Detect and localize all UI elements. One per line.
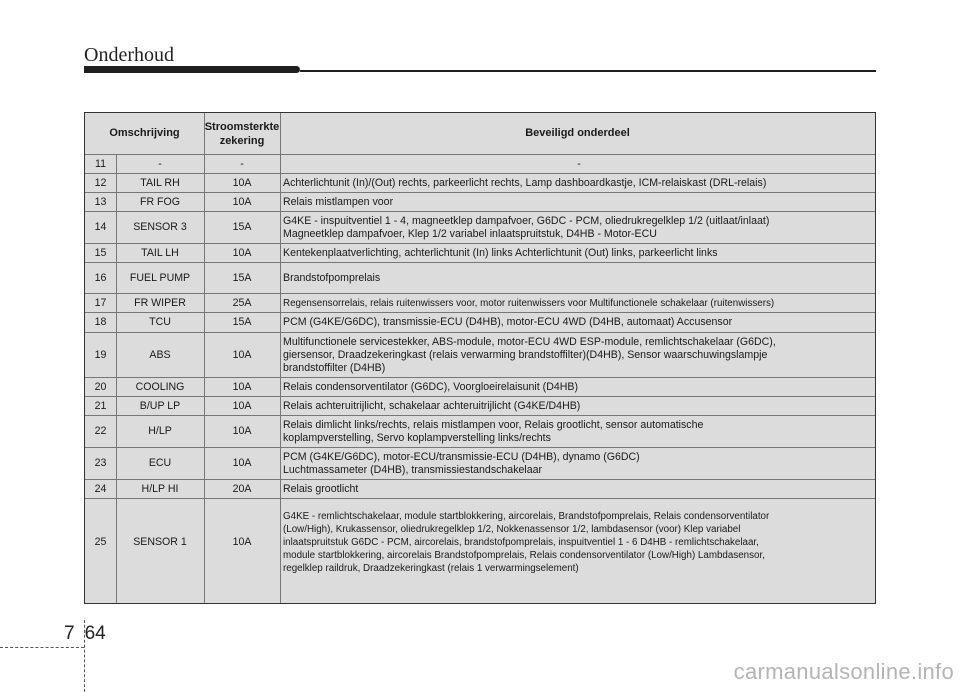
fuse-description: FR FOG: [139, 195, 181, 208]
protected-component-line: Brandstofpomprelais: [283, 271, 381, 284]
fuse-amperage: 10A: [232, 380, 252, 393]
fuse-number: 18: [94, 316, 107, 328]
protected-component: [280, 499, 875, 585]
column-header-protected-component: Beveiligd onderdeel: [525, 127, 630, 139]
protected-component: [280, 397, 875, 415]
fuse-amperage: 10A: [232, 457, 252, 469]
page-number: [64, 623, 106, 645]
protected-component-line: Relais condensorventilator (G6DC), Voorgloeirelaisunit (D4HB): [283, 380, 578, 393]
fuse-number: 13: [94, 195, 107, 208]
protected-component-line: Relais grootlicht: [283, 482, 359, 495]
fuse-description: FR WIPER: [134, 296, 186, 309]
fuse-number: 20: [94, 380, 107, 393]
protected-component: [280, 416, 875, 447]
fuse-number: 16: [94, 271, 107, 284]
protected-component: [280, 313, 875, 332]
fuse-description: TAIL RH: [140, 176, 180, 189]
chapter-number: 7: [64, 623, 75, 644]
fuse-description: ECU: [148, 457, 172, 469]
fuse-number: 12: [94, 176, 107, 189]
watermark-text: carmanualsonline.info: [733, 659, 954, 684]
header-thin-rule: [300, 70, 876, 72]
protected-component-line: Magneetklep dampafvoer, Klep 1/2 variabel inlaatspruitstuk, D4HB - Motor-ECU: [283, 227, 657, 240]
fuse-description: H/LP HI: [141, 482, 179, 495]
fuse-number: 17: [94, 296, 107, 309]
column-header-amperage: Stroomsterkte zekering: [204, 120, 280, 147]
protected-component-line: Multifunctionele servicestekker, ABS-module, motor-ECU 4WD ESP-module, remlichtschakelaar (G6DC),: [283, 335, 776, 348]
protected-component: [280, 448, 875, 479]
page-index: 64: [84, 623, 106, 644]
footer-hline: [0, 647, 84, 648]
protected-component: [280, 294, 875, 312]
protected-component: [280, 263, 875, 293]
fuse-description: TCU: [149, 316, 171, 328]
fuse-amperage: 10A: [232, 176, 252, 189]
column-header-description: Omschrijving: [109, 127, 180, 139]
fuse-description: -: [158, 157, 162, 170]
fuse-description: ABS: [149, 348, 171, 361]
protected-component-line: (Low/High), Krukassensor, oliedrukregelklep 1/2, Nokkenassensor 1/2, lambdasensor (voor) Klep variabel: [283, 523, 741, 535]
protected-component: [280, 212, 875, 243]
fuse-number: 24: [94, 482, 107, 495]
protected-component-line: G4KE - inspuitventiel 1 - 4, magneetklep dampafvoer, G6DC - PCM, oliedrukregelklep 1/2 (uitlaat/inlaat): [283, 214, 770, 227]
column-divider: [280, 113, 281, 603]
fuse-number: 15: [94, 246, 107, 259]
fuse-number: 22: [94, 425, 107, 437]
fuse-description: H/LP: [148, 425, 172, 437]
protected-component-line: G4KE - remlichtschakelaar, module startblokkering, aircorelais, Brandstofpomprelais, Relais condensorventilator: [283, 510, 770, 522]
protected-component-line: Luchtmassameter (D4HB), transmissiestandschakelaar: [283, 463, 543, 476]
protected-component: [280, 378, 875, 396]
fuse-description: TAIL LH: [141, 246, 179, 259]
fuse-number: 23: [94, 457, 107, 469]
protected-component: [280, 174, 875, 192]
fuse-description: B/UP LP: [139, 399, 181, 412]
protected-component-line: koplampverstelling, Servo koplampverstelling links/rechts: [283, 431, 551, 444]
fuse-amperage: 15A: [232, 271, 252, 284]
fuse-amperage: 10A: [232, 195, 252, 208]
fuse-amperage: 15A: [232, 221, 252, 233]
protected-component-line: -: [577, 157, 581, 170]
protected-component-line: brandstoffilter (D4HB): [283, 361, 386, 374]
fuse-amperage: 25A: [232, 296, 252, 309]
protected-component-line: giersensor, Draadzekeringkast (relais verwarming brandstoffilter)(D4HB), Sensor waarschuwingslampje: [283, 348, 768, 361]
fuse-amperage: 15A: [232, 316, 252, 328]
protected-component-line: Relais dimlicht links/rechts, relais mistlampen voor, Relais grootlicht, sensor automatische: [283, 418, 704, 431]
fuse-amperage: 20A: [232, 482, 252, 495]
fuse-description: SENSOR 3: [133, 221, 187, 233]
fuse-number: 21: [94, 399, 107, 412]
fuse-amperage: 10A: [232, 425, 252, 437]
protected-component-line: regelklep raildruk, Draadzekeringkast (relais 1 verwarmingselement): [283, 562, 579, 574]
fuse-description: SENSOR 1: [133, 535, 187, 548]
protected-component-line: Kentekenplaatverlichting, achterlichtunit (In) links Achterlichtunit (Out) links, parkeerlicht links: [283, 246, 718, 259]
fuse-description: COOLING: [135, 380, 185, 393]
column-divider: [116, 155, 117, 603]
header-thick-rule: [84, 66, 300, 73]
fuse-amperage: 10A: [232, 535, 252, 548]
fuse-description: FUEL PUMP: [129, 271, 191, 284]
fuse-number: 19: [94, 348, 107, 361]
protected-component-line: PCM (G4KE/G6DC), transmissie-ECU (D4HB), motor-ECU 4WD (D4HB, automaat) Accusensor: [283, 316, 733, 328]
column-divider: [204, 113, 205, 603]
fuse-amperage: 10A: [232, 399, 252, 412]
protected-component-line: PCM (G4KE/G6DC), motor-ECU/transmissie-ECU (D4HB), dynamo (G6DC): [283, 450, 640, 463]
protected-component: [280, 480, 875, 498]
fuse-number: 14: [94, 221, 107, 233]
fuse-amperage: 10A: [232, 246, 252, 259]
protected-component-line: module startblokkering, aircorelais Brandstofpomprelais, Relais condensorventilator (Low/High) Lambdasensor,: [283, 549, 765, 561]
page-section-title: Onderhoud: [84, 44, 174, 66]
protected-component: [280, 193, 875, 211]
protected-component: [280, 333, 875, 377]
fuse-amperage: 10A: [232, 348, 252, 361]
protected-component-line: inlaatspruitstuk G6DC - PCM, aircorelais, brandstofpomprelais, inspuitventiel 1 - 6 D4HB - remlichtschakelaar,: [283, 536, 759, 548]
protected-component-line: Achterlichtunit (In)/(Out) rechts, parkeerlicht rechts, Lamp dashboardkastje, ICM-relaiskast (DRL-relais): [283, 176, 767, 189]
protected-component-line: Relais mistlampen voor: [283, 195, 394, 208]
fuse-number: 25: [94, 535, 107, 548]
protected-component: [280, 155, 875, 173]
protected-component-line: Regensensorrelais, relais ruitenwissers voor, motor ruitenwissers voor Multifunctionele schakelaar (ruitenwissers): [283, 297, 775, 309]
fuse-table: [84, 112, 876, 604]
fuse-number: 11: [95, 157, 106, 170]
fuse-amperage: -: [240, 157, 244, 170]
protected-component: [280, 244, 875, 262]
protected-component-line: Relais achteruitrijlicht, schakelaar achteruitrijlicht (G4KE/D4HB): [283, 399, 581, 412]
